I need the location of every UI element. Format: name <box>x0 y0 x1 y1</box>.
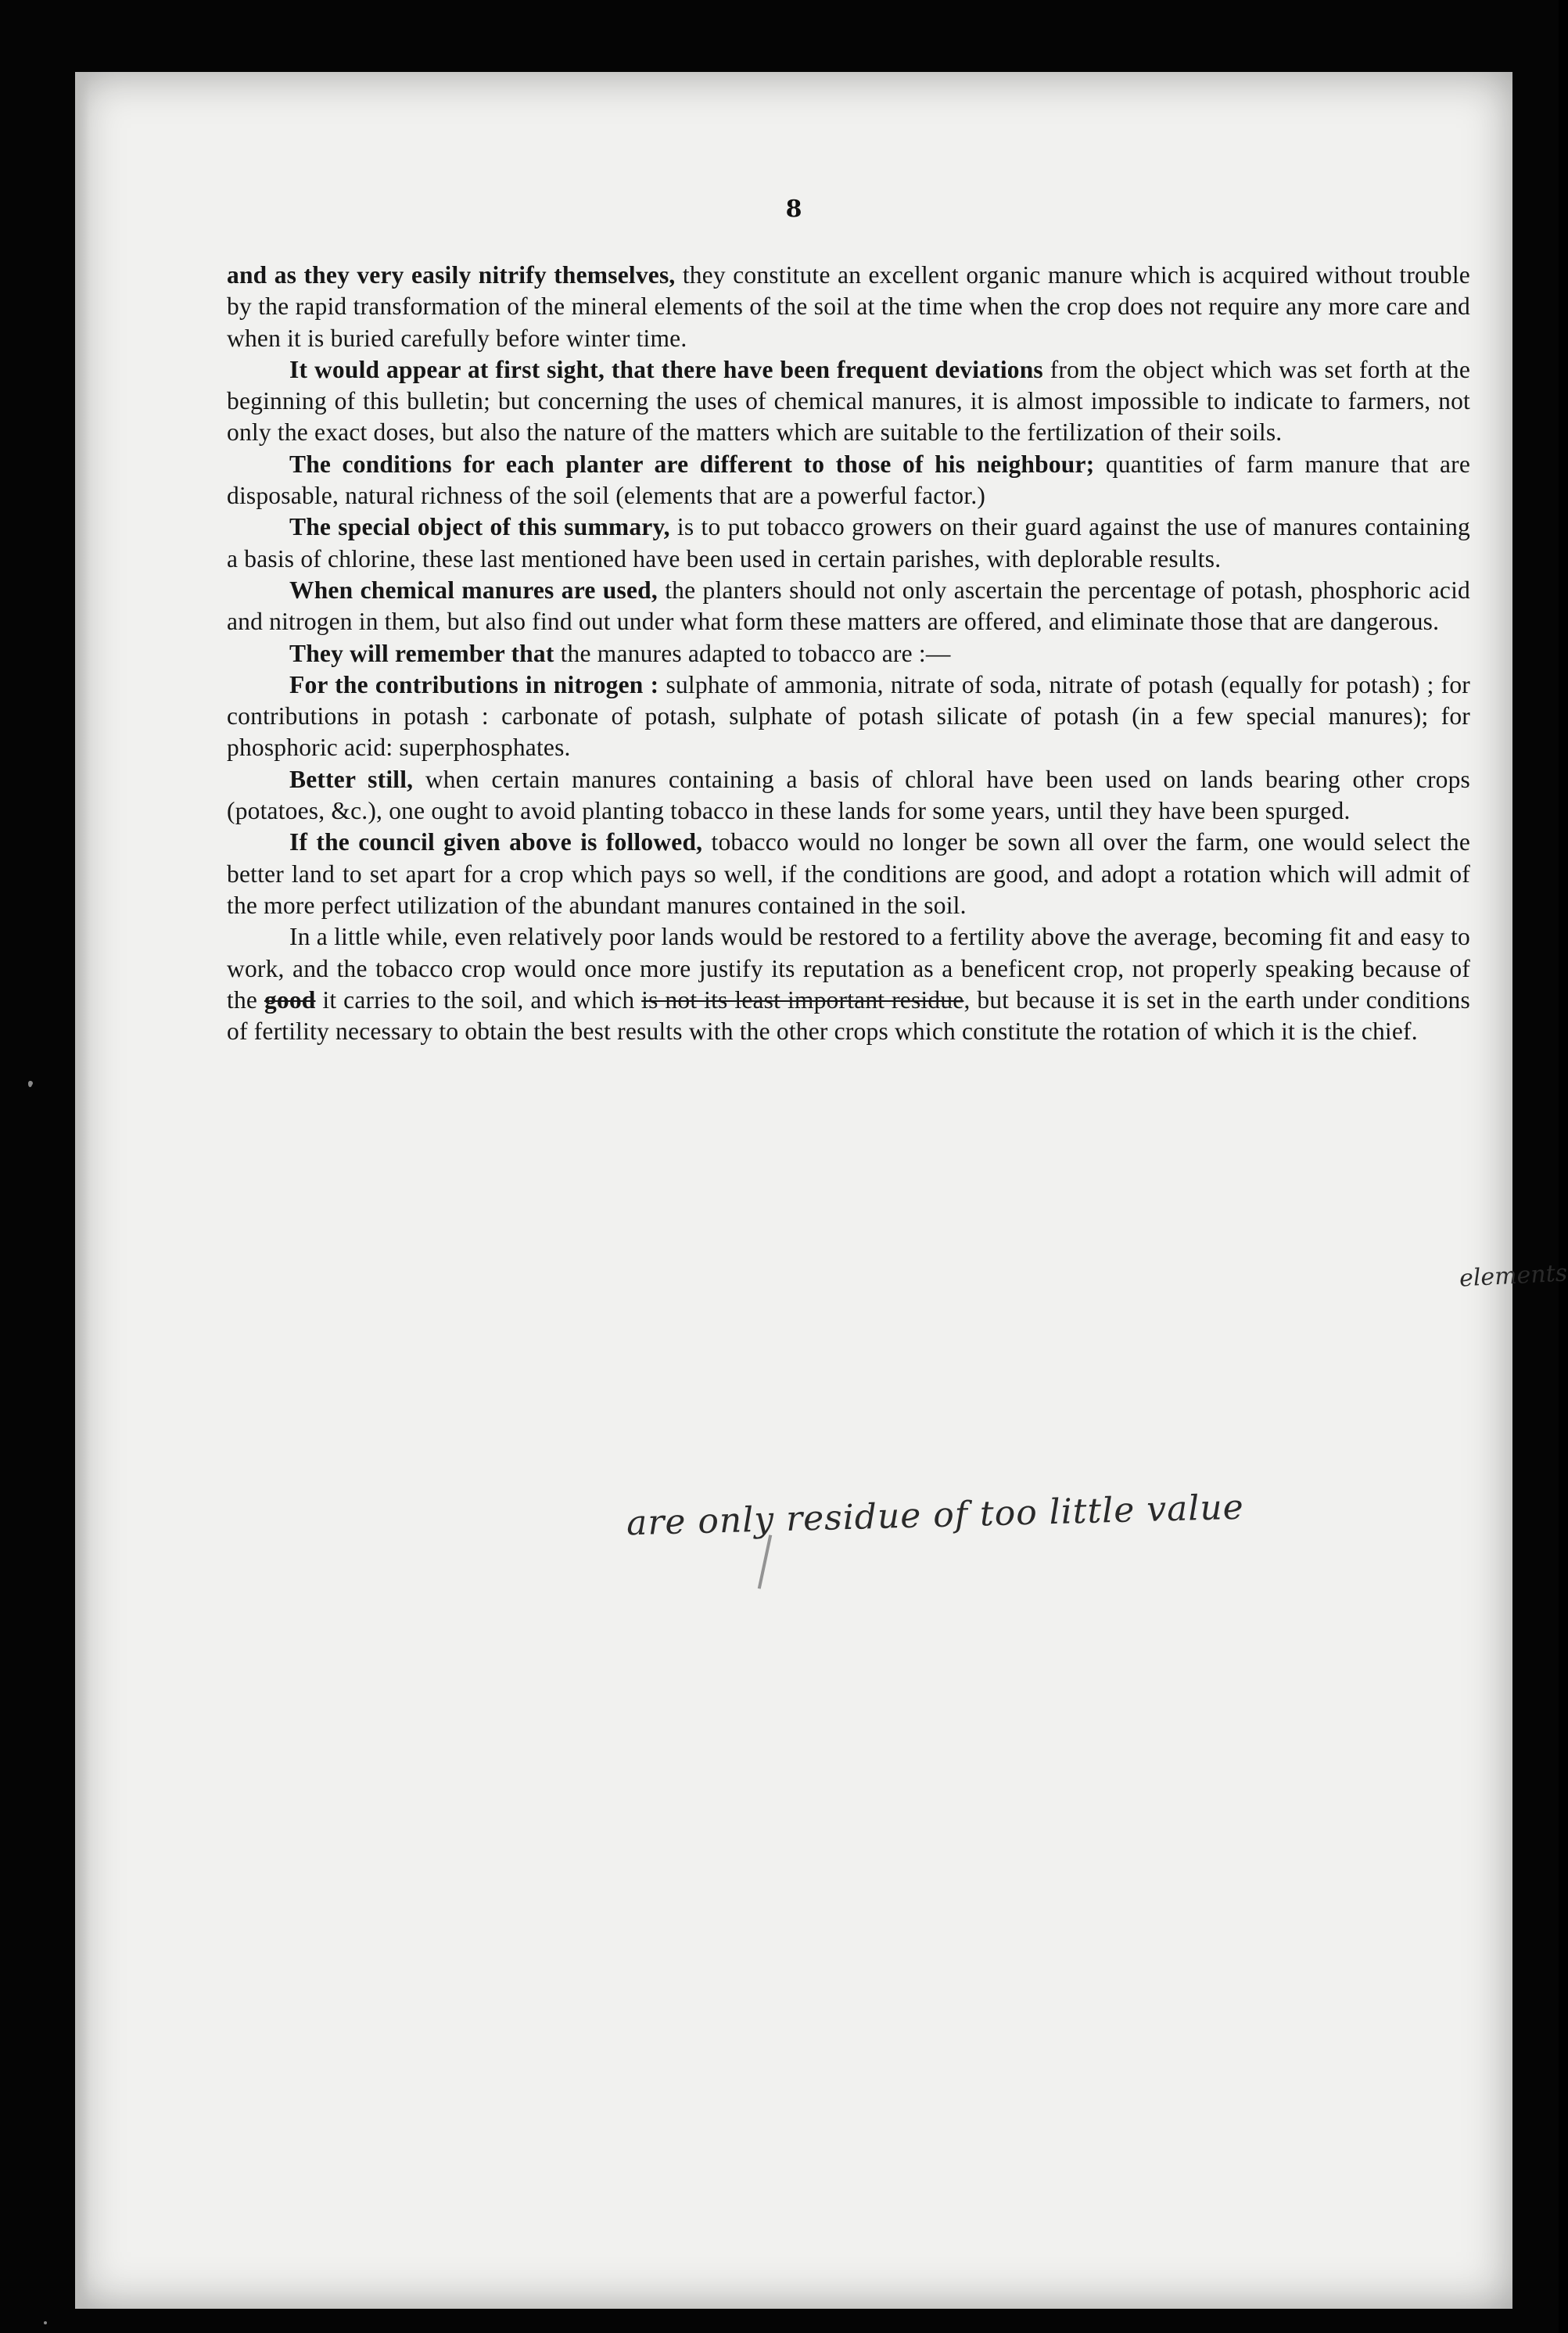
struck-phrase: is not its least important residue <box>641 985 964 1014</box>
struck-word: good <box>264 985 316 1014</box>
paragraph-text: , but because it is set in the earth under conditions of fertility necessary to obtain the best results with the other crops which constitute the rotation of which it is the chief. <box>227 985 1470 1046</box>
paragraph <box>227 669 1470 764</box>
paragraph-text: quantities of farm manure that are disposable, natural richness of the soil (elements that are a powerful factor.) <box>227 450 1470 510</box>
paragraph-text: the manures adapted to tobacco are :— <box>554 639 951 667</box>
paragraph-text: the planters should not only ascertain the percentage of potash, phosphoric acid and nitrogen in them, but also find out under what form these matters are offered, and eliminate those that are dangerous. <box>227 576 1470 636</box>
paragraph <box>227 764 1470 827</box>
body-text <box>227 260 1470 1047</box>
paragraph <box>227 260 1470 354</box>
paragraph-final <box>227 921 1470 1047</box>
paragraph <box>227 575 1470 638</box>
page-number: 8 <box>785 196 802 223</box>
paragraph-lead: Better still, <box>289 765 414 793</box>
paragraph-lead: For the contributions in nitrogen : <box>289 670 659 698</box>
paragraph <box>227 827 1470 921</box>
paragraph <box>227 449 1470 512</box>
paragraph-lead: They will remember that <box>289 639 554 667</box>
paragraph-text: tobacco would no longer be sown all over the farm, one would select the better land to set apart for a crop which pays so well, if the conditions are good, and adopt a rotation which will admit of the more perfect utilization of the abundant manures contained in the soil. <box>227 828 1470 919</box>
paragraph-text: it carries to the soil, and which <box>315 985 642 1014</box>
paragraph-lead: The special object of this summary, <box>289 513 670 541</box>
film-speck <box>28 1081 32 1087</box>
paragraph-text: from the object which was set forth at the beginning of this bulletin; but concerning the uses of chemical manures, it is almost impossible to indicate to farmers, not only the exact doses, but also the nature of the matters which are suitable to the fertilization of their soils. <box>227 355 1471 447</box>
handwritten-correction: are only residue of too little value <box>626 1487 1245 1544</box>
paragraph <box>227 354 1470 449</box>
paragraph-text: sulphate of ammonia, nitrate of soda, nitrate of potash (equally for potash) ; for contributions in potash : carbonate of potash, sulphate of potash silicate of potash (in a few special manures); for phosphoric acid: superphosphates. <box>227 670 1470 762</box>
paragraph-text: when certain manures containing a basis of chloral have been used on lands bearing other crops (potatoes, &c.), one ought to avoid planting tobacco in these lands for some years, until they have been spurged. <box>227 765 1470 825</box>
paragraph-text: In a little while, even relatively poor lands would be restored to a fertility above the average, becoming fit and easy to work, and the tobacco crop would once more justify its reputation as a beneficent crop, not properly speaking because of the <box>227 923 1470 1014</box>
paragraph <box>227 511 1470 575</box>
paragraph-lead: If the council given above is followed, <box>289 828 703 856</box>
paragraph-lead: The conditions for each planter are different to those of his neighbour; <box>289 450 1095 478</box>
paragraph-text: they constitute an excellent organic manure which is acquired without trouble by the rapid transformation of the mineral elements of the soil at the time when the crop does not require any more care and when it is buried carefully before winter time. <box>227 261 1470 352</box>
handwritten-margin-note: elements <box>1459 1259 1568 1293</box>
paragraph-lead: It would appear at first sight, that there have been frequent deviations <box>289 355 1043 383</box>
film-speck <box>44 2321 47 2324</box>
page-edge-shadow <box>75 72 89 2309</box>
document-page <box>75 72 1568 2309</box>
handwritten-stroke <box>758 1534 772 1588</box>
paragraph-lead: and as they very easily nitrify themselves, <box>227 261 676 289</box>
paragraph-lead: When chemical manures are used, <box>289 576 658 604</box>
paragraph-text: is to put tobacco growers on their guard against the use of manures containing a basis of chlorine, these last mentioned have been used in certain parishes, with deplorable results. <box>227 513 1470 572</box>
paragraph <box>227 638 1470 669</box>
